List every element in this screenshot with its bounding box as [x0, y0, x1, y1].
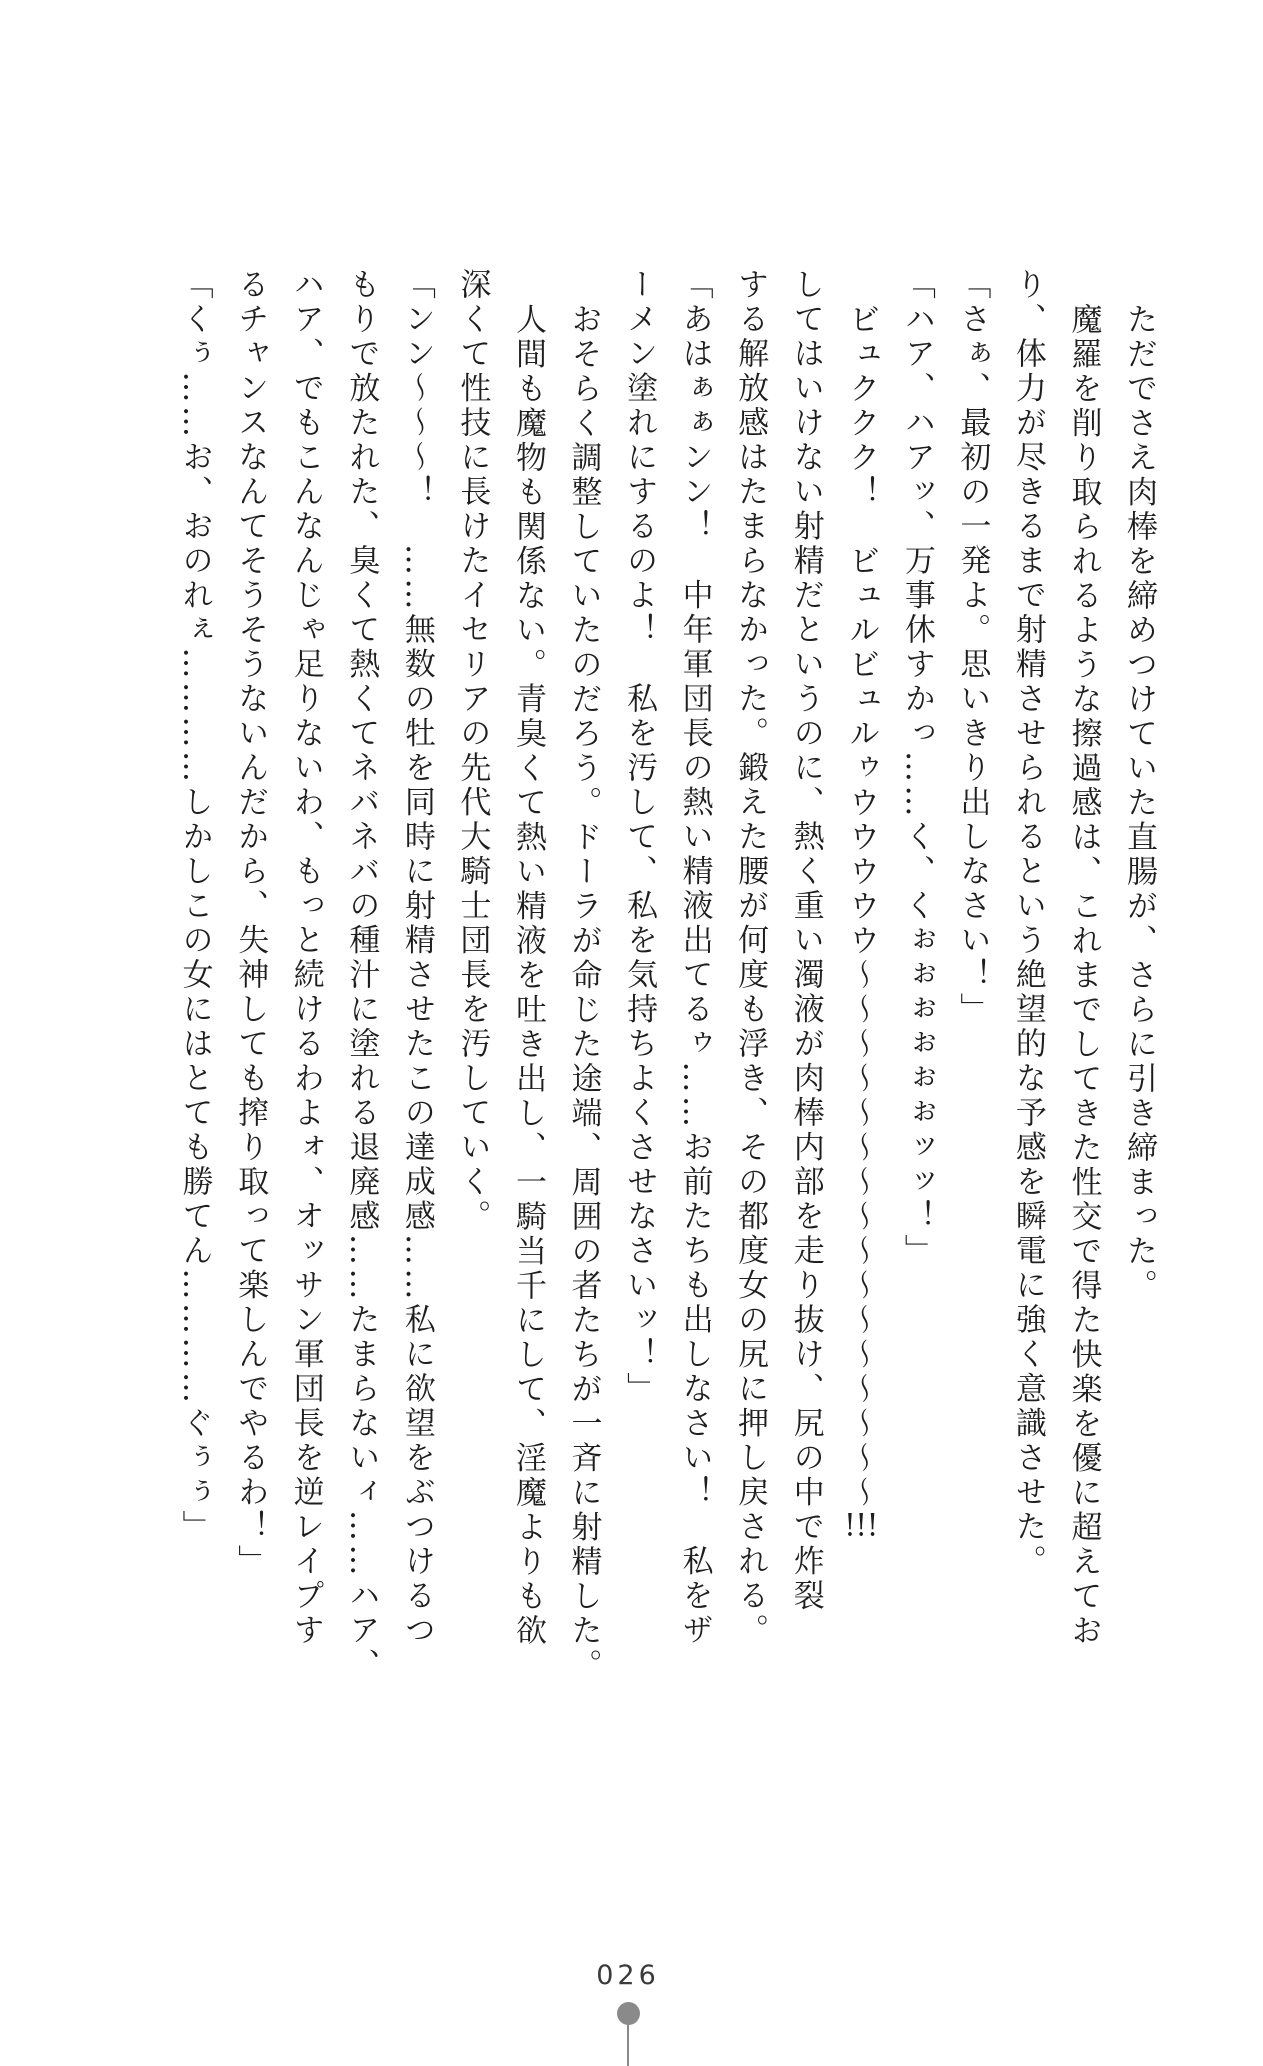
- text-column-7: してはいけない射精だというのに、熱く重い濁液が肉棒内部を走り抜け、尻の中で炸裂: [787, 268, 824, 1614]
- text-column-12: 人間も魔物も関係ない。青臭くて熱い精液を吐き出し、一騎当千にして、淫魔よりも欲: [509, 302, 546, 1648]
- page-number: 026: [596, 1960, 660, 1991]
- text-column-17: るチャンスなんてそうそうないんだから、失神しても搾り取って楽しんでやるわ！」: [232, 268, 269, 1579]
- text-column-16: ハア、でもこんなんじゃ足りないわ、もっと続けるわよォ、オッサン軍団長を逆レイプす: [287, 268, 324, 1648]
- footer-marker-line: [627, 2023, 629, 2066]
- text-column-8: する解放感はたまらなかった。鍛えた腰が何度も浮き、その都度女の尻に押し戻される。: [732, 268, 769, 1648]
- text-column-15: もりで放たれた、臭くて熱くてネバネバの種汁に塗れる退廃感……たまらないィ……ハア、: [343, 268, 380, 1683]
- text-column-18: 「くぅ……お、おのれぇ…………しかしこの女にはとても勝てん…………ぐぅぅ」: [176, 268, 213, 1545]
- text-column-5: 「ハア、ハアッ、万事休すかっ……く、くぉぉぉぉぉぉッッ！」: [898, 268, 935, 1269]
- text-column-11: おそらく調整していたのだろう。ドーラが命じた途端、周囲の者たちが一斉に射精した。: [565, 302, 602, 1683]
- footer-marker-dot-icon: [617, 2002, 640, 2025]
- text-column-6: ビュククク！ ビュルビュルゥウウウウウ〜〜〜〜〜〜〜〜〜〜〜〜〜〜〜〜!!!: [843, 302, 880, 1541]
- text-column-3: り、体力が尽きるまで射精させられるという絶望的な予感を瞬電に強く意識させた。: [1009, 268, 1046, 1579]
- vertical-text-block: [176, 268, 1157, 1693]
- text-column-2: 魔羅を削り取られるような擦過感は、これまでしてきた性交で得た快楽を優に超えてお: [1065, 302, 1102, 1648]
- text-column-4: 「さぁ、最初の一発よ。思いきり出しなさい！」: [954, 268, 991, 1027]
- triple-exclamation: !!!: [844, 1510, 879, 1541]
- text-column-10: ーメン塗れにするのよ！ 私を汚して、私を気持ちよくさせなさいッ！」: [621, 268, 658, 1407]
- text-column-13: 深くて性技に長けたイセリアの先代大騎士団長を汚していく。: [454, 268, 491, 1234]
- text-column-9: 「あはぁぁンン！ 中年軍団長の熱い精液出てるゥ……お前たちも出しなさい！ 私をザ: [676, 268, 713, 1648]
- text-column-1: ただでさえ肉棒を締めつけていた直腸が、さらに引き締まった。: [1121, 302, 1157, 1303]
- text-column-14: 「ンン〜〜〜！ ……無数の牡を同時に射精させたこの達成感……私に欲望をぶつけるつ: [398, 268, 435, 1648]
